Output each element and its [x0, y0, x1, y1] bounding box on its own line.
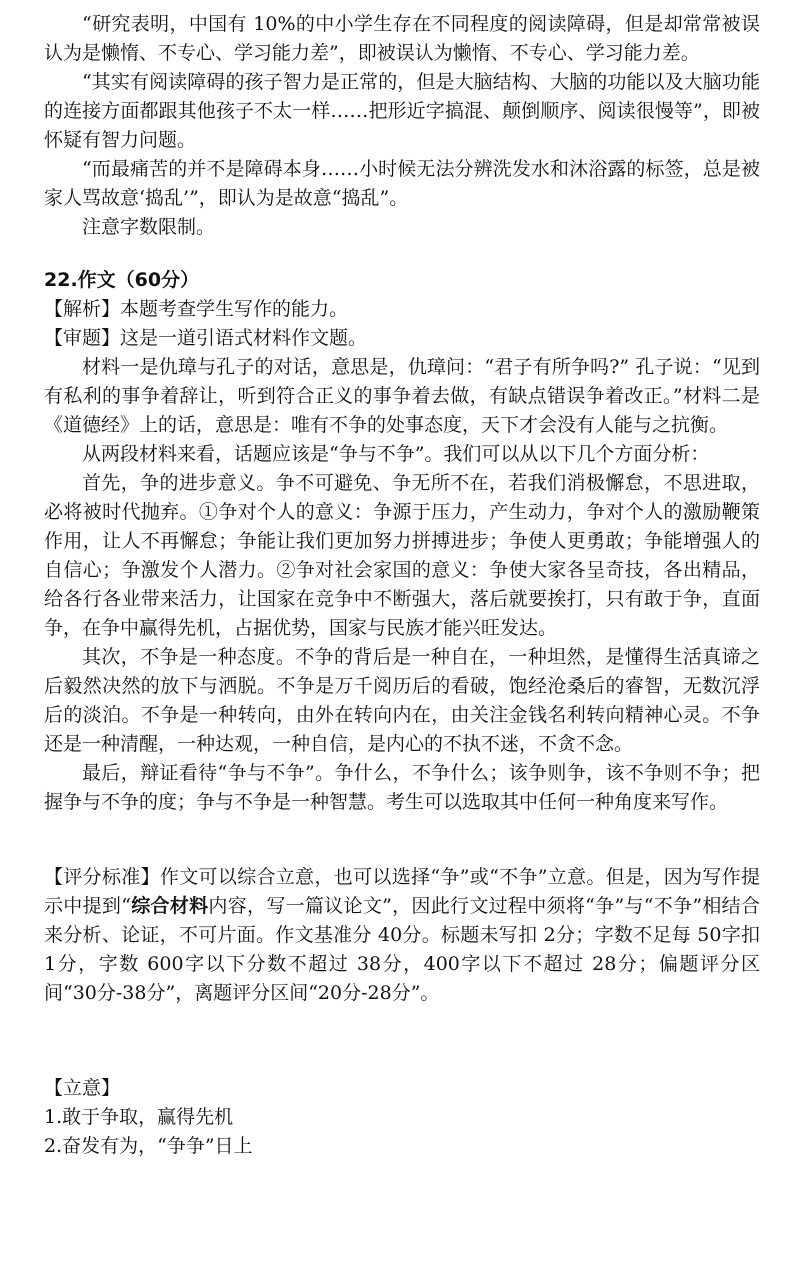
topic-line	[44, 324, 760, 353]
quote-paragraph-3: “而最痛苦的并不是障碍本身……小时候无法分辨洗发水和沐浴露的标签，总是被家人骂故意‘捣乱’”，即认为是故意“捣乱”。	[44, 158, 760, 209]
material-explanation-paragraph: 材料一是仇璋与孔子的对话，意思是，仇璋问：“君子有所争吗?” 孔子说：“见到有私利的事争着辞让，听到符合正义的事争着去做，有缺点错误争着改正。”材料二是《道德经》上的话，意思是：唯有不争的处事态度，天下才会没有人能与之抗衡。	[44, 356, 760, 436]
first-point-paragraph: 首先，争的进步意义。争不可避免、争无所不在，若我们消极懈怠，不思进取，必将被时代抛弃。①争对个人的意义：争源于压力，产生动力，争对个人的激励鞭策作用，让人不再懈怠；争能让我们更加努力拼搏进步；争使人更勇敢；争能增强人的自信心；争激发个人潜力。②争对社会家国的意义：争使大家各呈奇技，各出精品，给各行各业带来活力，让国家在竞争中不断强大，落后就要挨打，只有敢于争，直面争，在争中赢得先机，占据优势，国家与民族才能兴旺发达。	[44, 472, 760, 639]
word-limit-note: 注意字数限制。	[82, 216, 216, 238]
scoring-text-a: 作文可以综合立意，也可以选择“争”或“不争”立意。但是，因为写作提示中提到“	[44, 866, 760, 917]
scoring-criteria-paragraph	[44, 863, 760, 1008]
third-point-paragraph: 最后，辩证看待“争与不争”。争什么，不争什么；该争则争，该不争则不争；把握争与不争的度；争与不争是一种智慧。考生可以选取其中任何一种角度来写作。	[44, 762, 760, 813]
scoring-text-bold: 综合材料	[130, 895, 209, 917]
topic-tag: 【审题】	[44, 327, 121, 349]
analysis-line	[44, 295, 760, 324]
topic-analysis-paragraph: 从两段材料来看，话题应该是“争与不争”。我们可以从以下几个方面分析：	[82, 443, 710, 465]
analysis-text: 本题考查学生写作的能力。	[120, 298, 349, 320]
question-22-title: 22.作文（60分）	[44, 269, 200, 291]
spacer	[44, 817, 760, 863]
idea-item-1: 1.敢于争取，赢得先机	[44, 1106, 234, 1128]
second-point-paragraph: 其次，不争是一种态度。不争的背后是一种自在，一种坦然，是懂得生活真谛之后毅然决然的放下与洒脱。不争是万千阅历后的看破，饱经沧桑后的睿智，无数沉浮后的淡泊。不争是一种转向，由外在转向内在，由关注金钱名利转向精神心灵。不争还是一种清醒，一种达观，一种自信，是内心的不执不迷，不贪不念。	[44, 646, 760, 755]
scoring-text-b: 内容，写一篇议论文”，因此行文过程中须将“争”与“不争”相结合来分析、论证，不可片面。作文基准分 40分。标题未写扣 2分；字数不足每 50字扣 1分，字数 600字以下分数不超过 38分，400字以下不超过 28分；偏题评分区间“30分-38分”，离题评分区间“20分-28分”。	[44, 895, 760, 1004]
idea-item-2: 2.奋发有为，“争争”日上	[44, 1135, 253, 1157]
spacer	[44, 242, 760, 266]
topic-text: 这是一道引语式材料作文题。	[120, 327, 368, 349]
quote-paragraph-1: “研究表明，中国有 10%的中小学生存在不同程度的阅读障碍，但是却常常被误认为是懒惰、不专心、学习能力差”，即被误认为懒惰、不专心、学习能力差。	[44, 13, 760, 64]
ideas-tag: 【立意】	[44, 1077, 121, 1099]
analysis-tag: 【解析】	[44, 298, 121, 320]
spacer	[44, 1008, 760, 1074]
scoring-tag: 【评分标准】	[44, 866, 160, 888]
quote-paragraph-2: “其实有阅读障碍的孩子智力是正常的，但是大脑结构、大脑的功能以及大脑功能的连接方面都跟其他孩子不太一样……把形近字搞混、颠倒顺序、阅读很慢等”，即被怀疑有智力问题。	[44, 71, 760, 151]
